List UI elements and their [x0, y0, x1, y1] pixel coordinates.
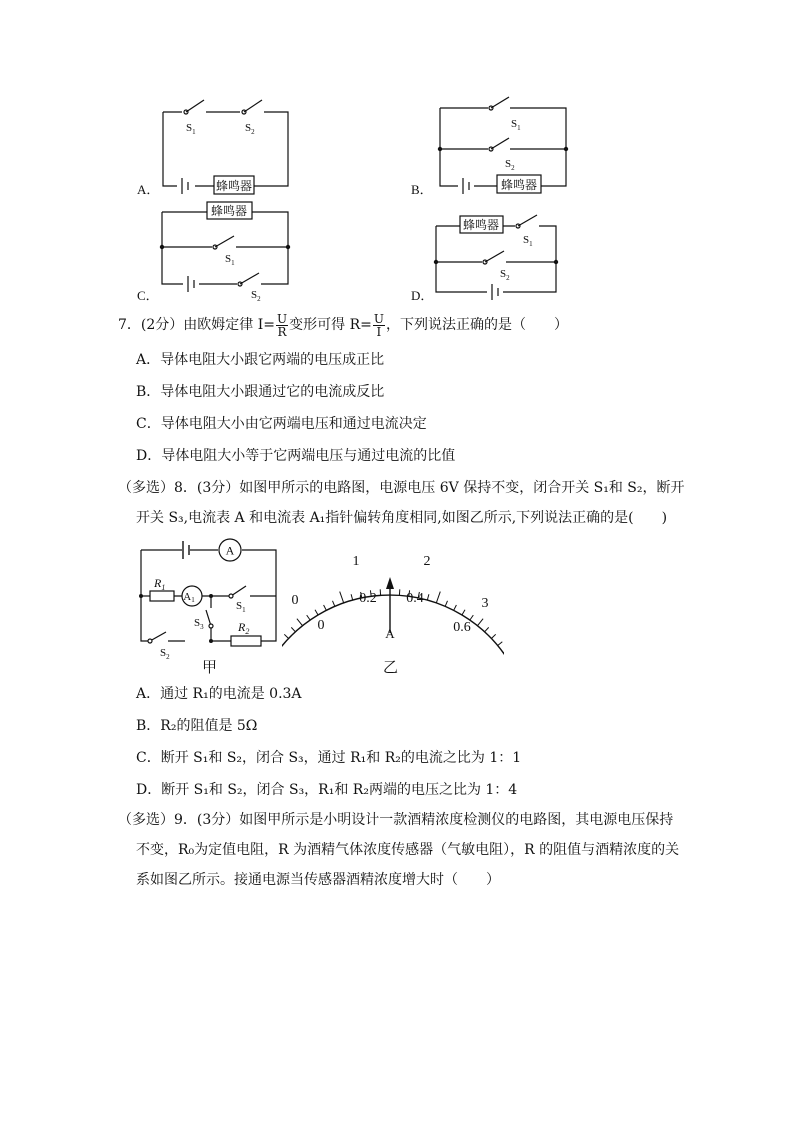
svg-text:S3: $S_3$ [194, 617, 204, 631]
dial-inner-label: 0 [317, 618, 325, 633]
svg-text:R2: $R_2$ [238, 620, 250, 636]
dial-tick [491, 634, 495, 638]
dial-outer-label: 1 [352, 554, 360, 569]
q6b-buzzer-label: 蜂鸣器 [500, 178, 538, 192]
svg-text:A1: A1 [183, 591, 195, 604]
q7-option-a: A．导体电阻大小跟它两端的电压成正比 [136, 352, 385, 368]
q6b-s1-label: $S_1$ [511, 118, 521, 132]
q6-circuit-figures [0, 0, 794, 310]
dial-tick [485, 627, 489, 631]
q6c-buzzer-label: 蜂鸣器 [210, 204, 248, 218]
svg-text:S1: $S_1$ [236, 600, 246, 614]
q6a-buzzer-label: 蜂鸣器 [215, 179, 253, 193]
dial-inner-label: 0.6 [453, 620, 471, 635]
q6a-s2-label: $S_2$ [245, 122, 255, 136]
q8-option-d: D．断开 S₁和 S₂，闭合 S₃，R₁和 R₂两端的电压之比为 1：4 [136, 782, 518, 798]
q9-stem-line1: （多选）9．(3分）如图甲所示是小明设计一款酒精浓度检测仪的电路图，其电源电压保持 [118, 812, 674, 828]
q8-option-b: B．R₂的阻值是 5Ω [136, 718, 258, 734]
dial-inner-label: 0.4 [406, 591, 424, 606]
dial-tick [340, 592, 344, 603]
q8-option-a: A．通过 R₁的电流是 0.3A [136, 686, 302, 702]
q7-option-d: D．导体电阻大小等于它两端电压与通过电流的比值 [136, 448, 456, 464]
q8-option-c: C．断开 S₁和 S₂，闭合 S₃，通过 R₁和 R₂的电流之比为 1：1 [136, 750, 522, 766]
dial-tick [478, 619, 484, 626]
q7-option-b: B．导体电阻大小跟通过它的电流成反比 [136, 384, 385, 400]
q8-dial-yi [282, 545, 504, 675]
dial-tick [333, 601, 335, 607]
dial-tick [498, 642, 503, 646]
q7-fraction-u-over-r: $\frac{U}{R}$ [277, 311, 288, 339]
q6d-s2-label: $S_2$ [500, 268, 510, 282]
dial-tick [297, 619, 303, 626]
q6-option-c-label: C． [137, 288, 159, 303]
dial-tick [315, 610, 318, 615]
dial-tick [436, 592, 440, 603]
q7-stem: 7．(2分）由欧姆定律 I= $\frac{U}{R}$ 变形可得 R= $\frac{U}{I}$ ，下列说法正确的是（ ） [118, 311, 568, 339]
dial-outer-label: 0 [291, 593, 299, 608]
q6b-s2-label: $S_2$ [505, 158, 515, 172]
dial-tick [462, 610, 465, 615]
q7-fraction-u-over-i: $\frac{U}{I}$ [373, 311, 384, 339]
dial-inner-label: 0.2 [359, 591, 377, 606]
q6-option-a-label: A． [137, 182, 160, 197]
q6-option-d-label: D． [411, 288, 434, 303]
dial-pointer-tip [386, 577, 394, 589]
q6-option-b-label: B． [411, 182, 433, 197]
q7-option-c: C．导体电阻大小由它两端电压和通过电流决定 [136, 416, 427, 432]
dial-pointer-label: A [385, 626, 395, 641]
q6c-s1-label: $S_1$ [225, 253, 235, 267]
dial-tick [454, 605, 457, 610]
q6c-s2-label: $S_2$ [251, 289, 261, 303]
svg-text:S2: $S_2$ [160, 647, 170, 661]
svg-text:A: A [225, 543, 235, 558]
dial-outer-label: 2 [423, 554, 431, 569]
q8-figure-yi-caption: 乙 [383, 658, 399, 676]
svg-text:R1: $R_1$ [154, 576, 166, 592]
q8-figure-jia-caption: 甲 [202, 658, 218, 676]
dial-tick [284, 634, 288, 638]
q6d-s1-label: $S_1$ [523, 234, 533, 248]
dial-tick [351, 594, 353, 600]
q6d-buzzer-label: 蜂鸣器 [462, 218, 500, 232]
dial-tick [291, 627, 295, 631]
dial-outer-label: 3 [481, 596, 489, 611]
dial-tick [324, 605, 327, 610]
dial-tick [427, 594, 429, 600]
q9-stem-line2: 不变，R₀为定值电阻，R 为酒精气体浓度传感器（气敏电阻），R 的阻值与酒精浓度的关 [136, 842, 680, 858]
q6a-s1-label: $S_1$ [186, 122, 196, 136]
dial-tick [307, 615, 310, 620]
q9-stem-line3: 系如图乙所示。接通电源当传感器酒精浓度增大时（ ） [136, 872, 500, 888]
q8-stem-line2: 开关 S₃,电流表 A 和电流表 A₁指针偏转角度相同,如图乙所示,下列说法正确的是( ) [136, 510, 668, 526]
dial-tick [445, 601, 447, 607]
q8-stem-line1: （多选）8．(3分）如图甲所示的电路图，电源电压 6V 保持不变，闭合开关 S₁和 S₂，断开 [118, 480, 685, 496]
